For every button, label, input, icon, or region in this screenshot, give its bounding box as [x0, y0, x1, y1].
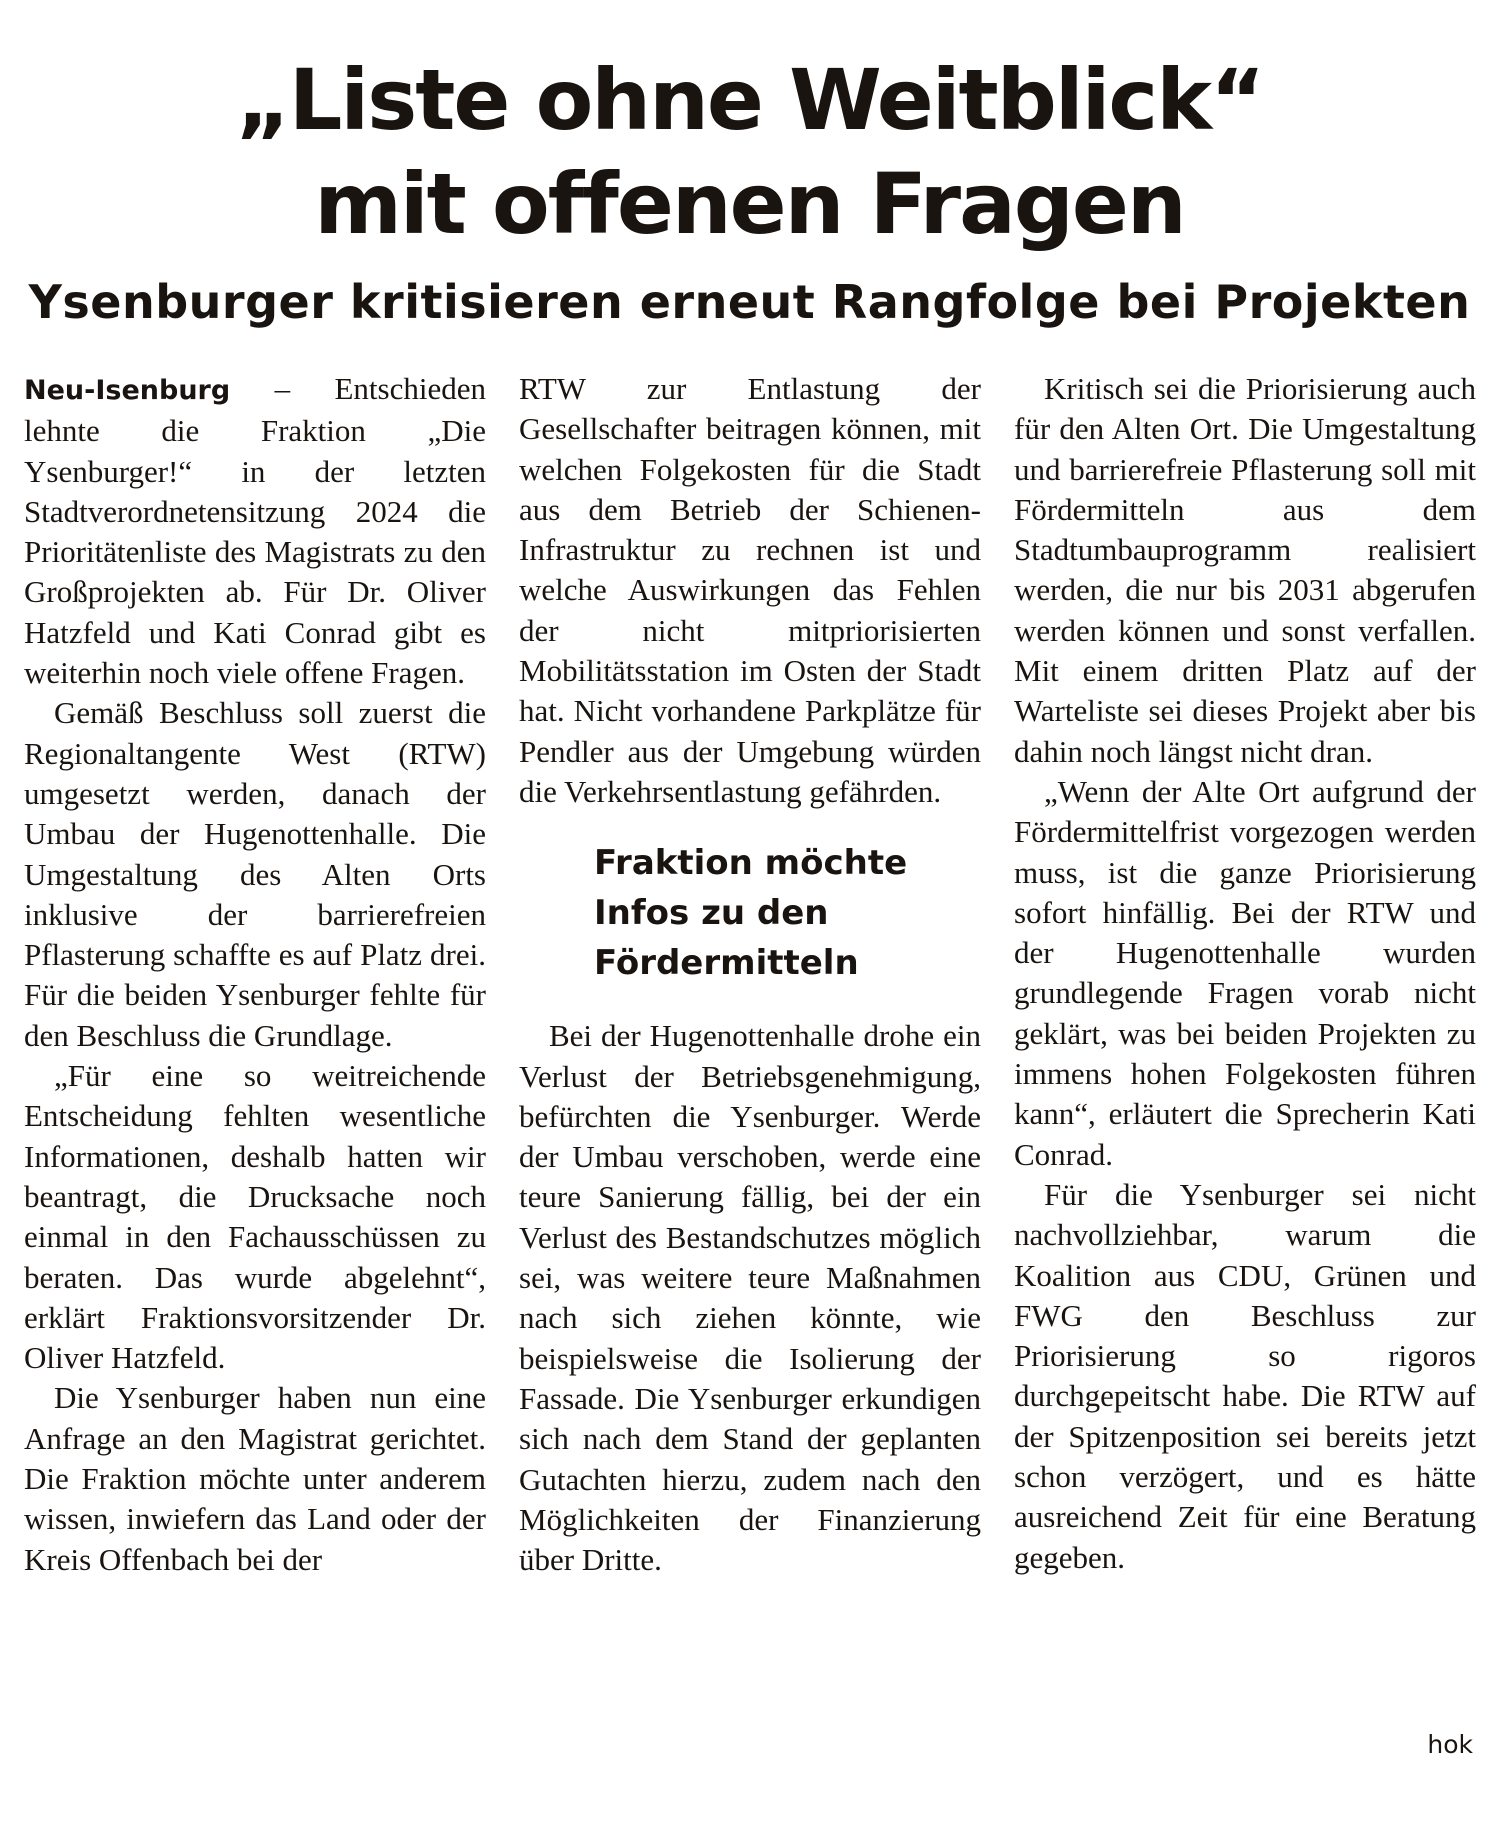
paragraph-4-continued: RTW zur Entlastung der Gesellschafter beitragen können, mit welchen Folgekosten für die Stadt aus dem Betrieb der Schienen-Infrastruktur zu rechnen ist und welche Auswirkungen das Fehlen der nicht mitpriorisierten Mobilitätsstation im Osten der Stadt hat. Nicht vorhandene Parkplätze für Pendler aus der Umgebung würden die Verkehrsentlastung gefährden.	[519, 371, 981, 809]
paragraph-3: „Für eine so weitreichende Entscheidung fehlten wesentliche Informationen, deshalb hatten wir beantragt, die Drucksache noch einmal in den Fachausschüssen zu beraten. Das wurde abgelehnt“, erklärt Fraktionsvorsitzender Dr. Oliver Hatzfeld.	[24, 1058, 486, 1376]
article-headline	[0, 48, 1499, 256]
section-subheading: Fraktion möchte Infos zu den Fördermitteln	[594, 843, 908, 984]
headline-line-2: mit offenen Fragen	[314, 155, 1185, 253]
paragraph-6: Kritisch sei die Priorisierung auch für den Alten Ort. Die Umgestaltung und barrierefreie Pflasterung soll mit Fördermitteln aus dem Stadtumbauprogramm realisiert werden, die nur bis 2031 abgerufen werden können und sonst verfallen. Mit einem dritten Platz auf der Warteliste sei dieses Projekt aber bis dahin noch längst nicht dran.	[1014, 371, 1476, 769]
paragraph-2: Gemäß Beschluss soll zuerst die Regionaltangente West (RTW) umgesetzt werden, danach der Umbau der Hugenottenhalle. Die Umgestaltung des Alten Orts inklusive der barrierefreien Pflasterung schaffte es auf Platz drei. Für die beiden Ysenburger fehlte für den Beschluss die Grundlage.	[24, 695, 486, 1053]
intro-text: – Entschieden lehnte die Fraktion „Die Ysenburger!“ in der letzten Stadtverordnetensitzung 2024 die Prioritätenliste des Magistrats zu den Großprojekten ab. Für Dr. Oliver Hatzfeld und Kati Conrad gibt es weiterhin noch viele offene Fragen.	[24, 371, 486, 691]
article-column-2	[519, 369, 981, 1580]
dateline: Neu-Isenburg	[24, 375, 231, 406]
paragraph-7: „Wenn der Alte Ort aufgrund der Fördermittelfrist vorgezogen werden muss, ist die ganze Priorisierung sofort hinfällig. Bei der RTW und der Hugenottenhalle wurden grundlegende Fragen vorab nicht geklärt, was bei beiden Projekten zu immens hohen Folgekosten führen kann“, erläutert die Sprecherin Kati Conrad.	[1014, 773, 1476, 1172]
article-column-3	[1014, 369, 1476, 1578]
paragraph-8: Für die Ysenburger sei nicht nachvollziehbar, warum die Koalition aus CDU, Grünen und FWG den Beschluss zur Priorisierung so rigoros durchgepeitscht habe. Die RTW auf der Spitzenposition sei bereits jetzt schon verzögert, und es hätte ausreichend Zeit für eine Beratung gegeben.	[1014, 1176, 1476, 1575]
author-initials: hok	[1427, 1730, 1473, 1759]
paragraph-5: Bei der Hugenottenhalle drohe ein Verlust der Betriebsgenehmigung, befürchten die Ysenburger. Werde der Umbau verschoben, werde eine teure Sanierung fällig, bei der ein Verlust des Bestandschutzes möglich sei, was weitere teure Maßnahmen nach sich ziehen könnte, wie beispielsweise die Isolierung der Fassade. Die Ysenburger erkundigen sich nach dem Stand der geplanten Gutachten hierzu, zudem nach den Möglichkeiten der Finanzierung über Dritte.	[519, 1018, 981, 1578]
paragraph-4: Die Ysenburger haben nun eine Anfrage an den Magistrat gerichtet. Die Fraktion möchte unter anderem wissen, inwiefern das Land oder der Kreis Offenbach bei der	[24, 1380, 486, 1577]
intro-paragraph	[24, 369, 486, 693]
headline-line-1: „Liste ohne Weitblick“	[235, 51, 1264, 149]
article-subheadline: Ysenburger kritisieren erneut Rangfolge bei Projekten	[28, 275, 1471, 329]
article-column-1	[24, 369, 486, 1580]
